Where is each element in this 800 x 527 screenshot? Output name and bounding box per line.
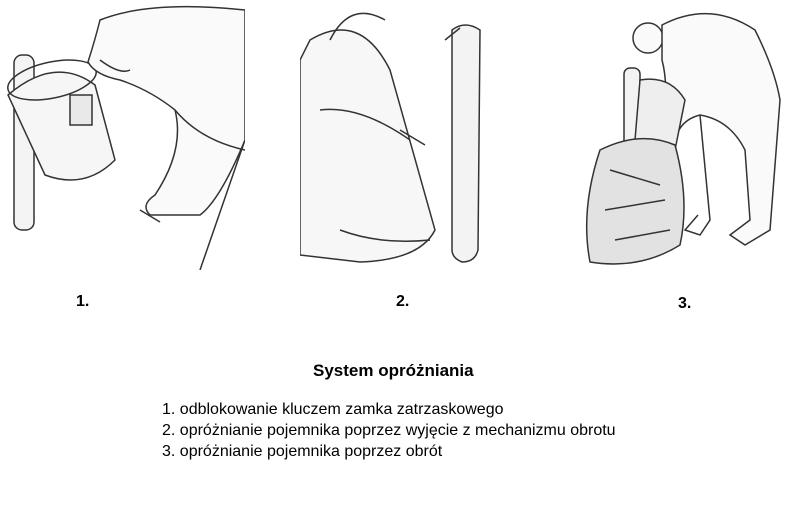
illustration-unlocking-bin bbox=[0, 0, 245, 270]
person-shape bbox=[88, 7, 245, 215]
step-description-2: 2. opróżnianie pojemnika poprzez wyjęcie z mechanizmu obrotu bbox=[162, 422, 616, 439]
removal-sketch bbox=[300, 0, 495, 270]
person-head bbox=[633, 23, 663, 53]
post-shape bbox=[452, 25, 480, 262]
step-number-1: 1. bbox=[76, 293, 90, 310]
illustration-removing-bin bbox=[300, 0, 495, 270]
steps-list bbox=[162, 399, 616, 462]
diagram-title: System opróżniania bbox=[313, 361, 474, 380]
unlock-sketch bbox=[0, 0, 245, 270]
step-description-3: 3. opróżnianie pojemnika poprzez obrót bbox=[162, 443, 443, 460]
step-description-1: 1. odblokowanie kluczem zamka zatrzaskowego bbox=[162, 401, 504, 418]
rotation-sketch bbox=[580, 0, 785, 275]
step-number-3: 3. bbox=[678, 295, 692, 312]
illustration-rotating-bin bbox=[580, 0, 785, 275]
step-number-2: 2. bbox=[396, 293, 410, 310]
bag-shape bbox=[587, 139, 684, 264]
bin-shape bbox=[300, 30, 435, 262]
